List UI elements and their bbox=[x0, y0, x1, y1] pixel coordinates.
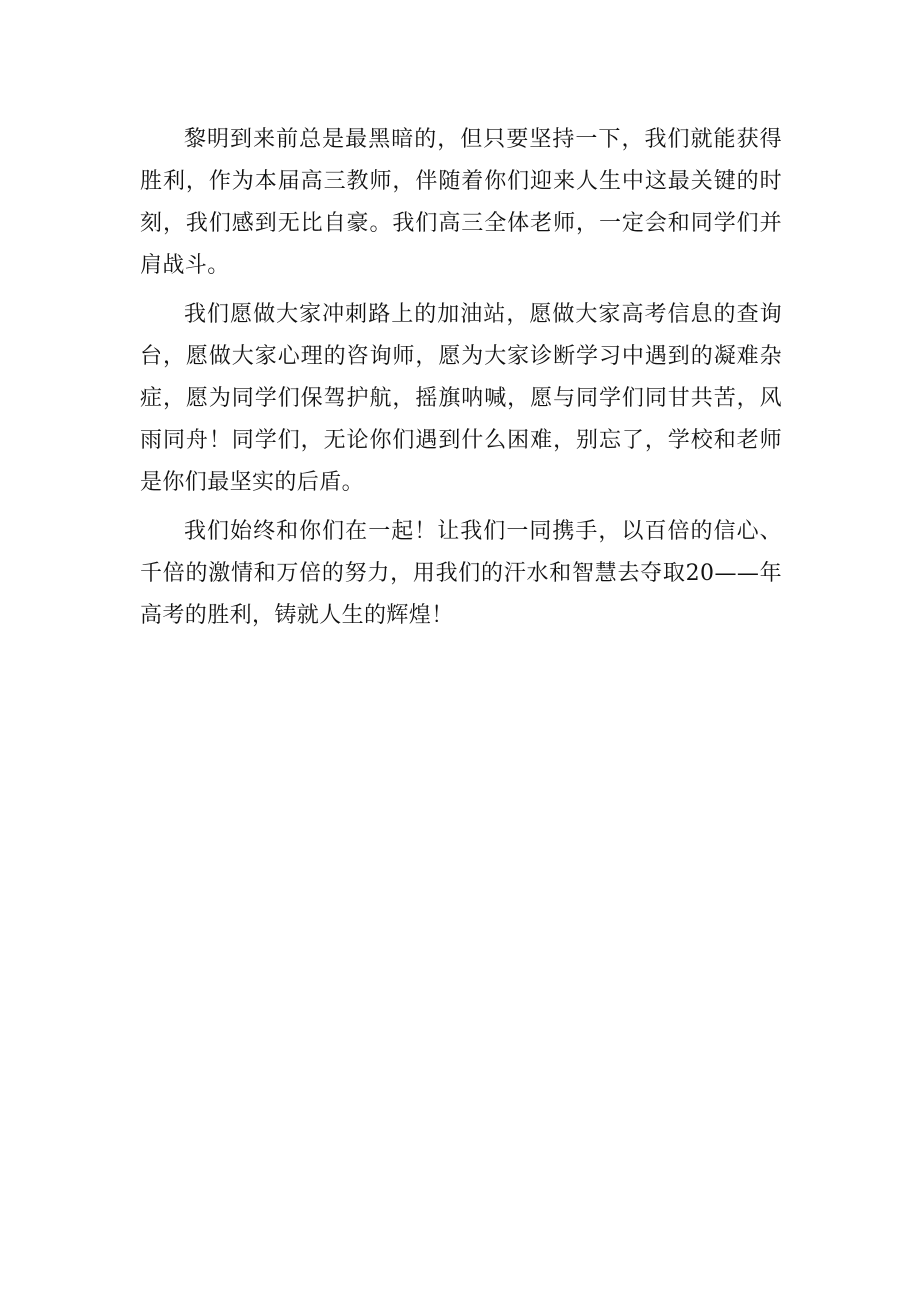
document-body bbox=[140, 119, 782, 644]
paragraph-1: 黎明到来前总是最黑暗的，但只要坚持一下，我们就能获得胜利，作为本届高三教师，伴随着你们迎来人生中这最关键的时刻，我们感到无比自豪。我们高三全体老师，一定会和同学们并肩战斗。 bbox=[140, 127, 782, 278]
paragraph-2: 我们愿做大家冲刺路上的加油站，愿做大家高考信息的查询台，愿做大家心理的咨询师，愿为大家诊断学习中遇到的凝难杂症，愿为同学们保驾护航，摇旗呐喊，愿与同学们同甘共苦，风雨同舟！同学们，无论你们遇到什么困难，别忘了，学校和老师是你们最坚实的后盾。 bbox=[140, 302, 782, 495]
paragraph-3: 我们始终和你们在一起！让我们一同携手，以百倍的信心、千倍的激情和万倍的努力，用我们的汗水和智慧去夺取20——年高考的胜利，铸就人生的辉煌！ bbox=[140, 519, 782, 628]
